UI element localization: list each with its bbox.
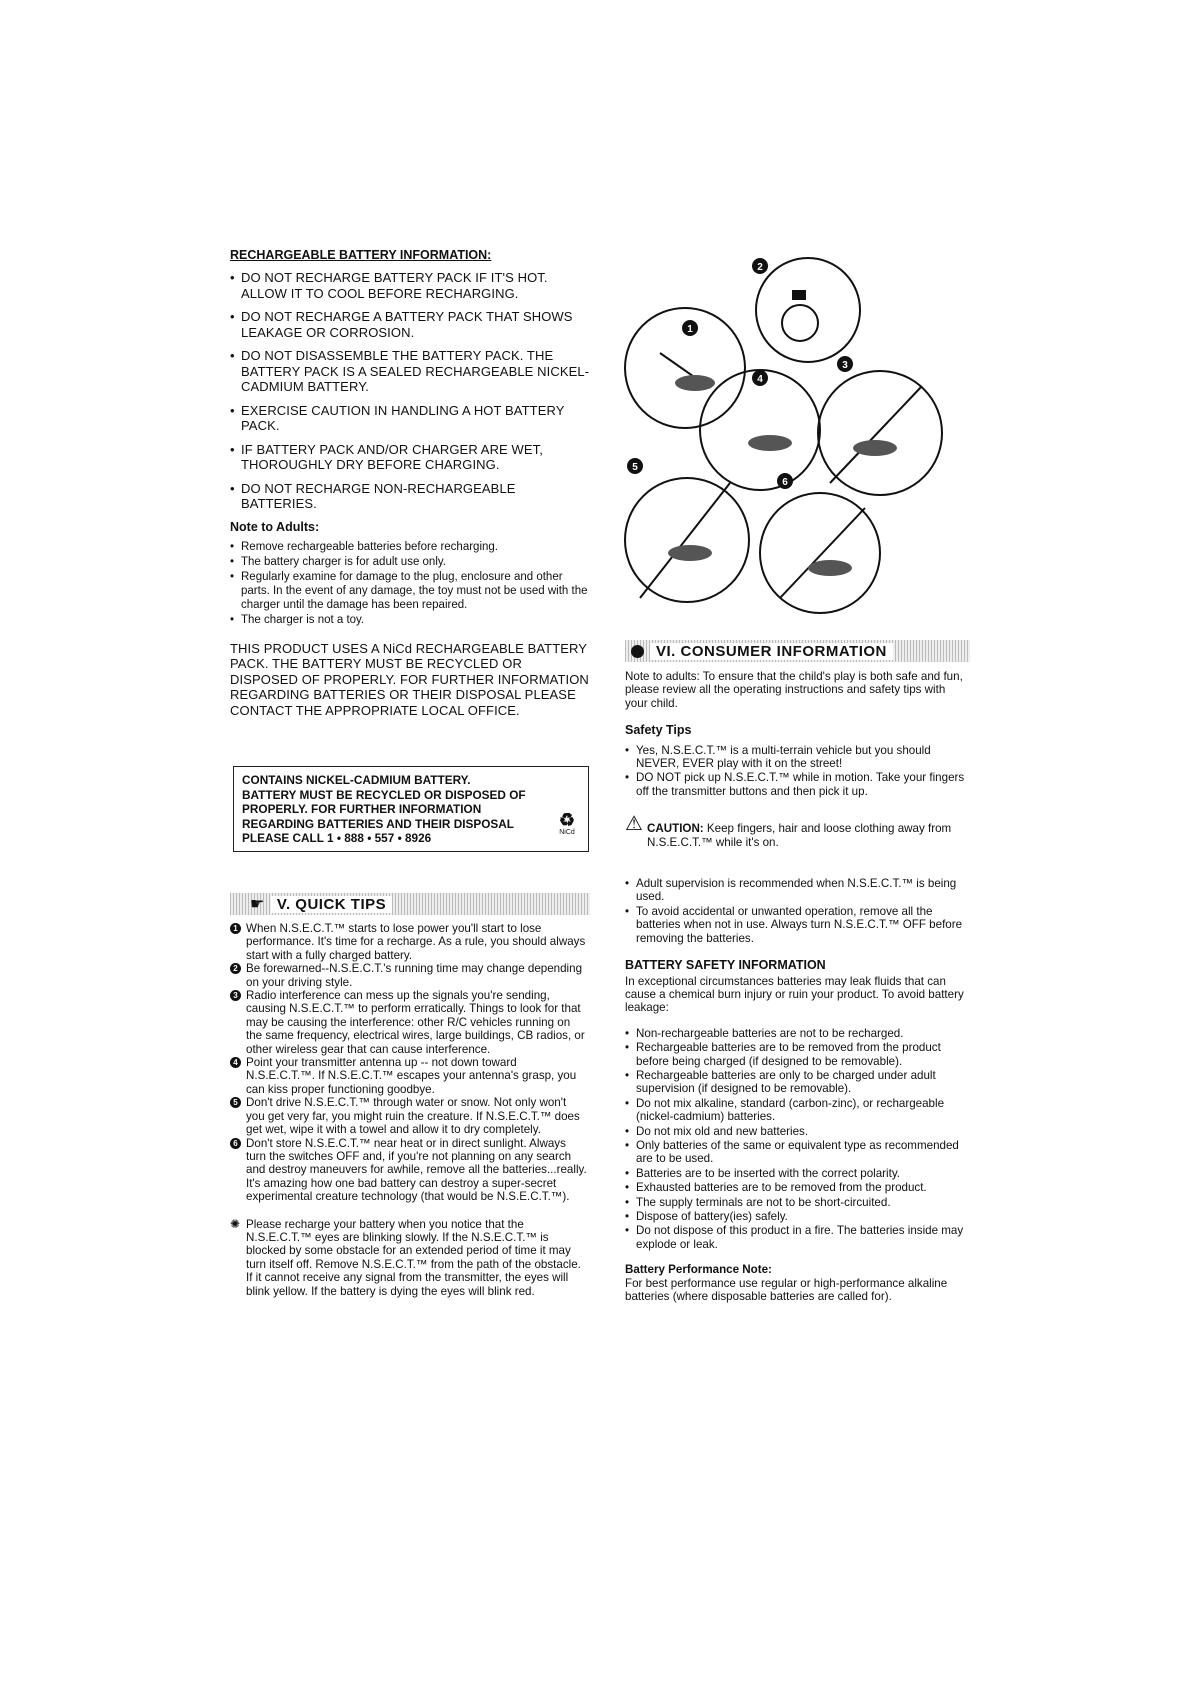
list-item: • Do not mix old and new batteries.	[625, 1125, 965, 1138]
list-item: • Batteries are to be inserted with the correct polarity.	[625, 1167, 965, 1180]
hand-pointer-icon: ☛	[250, 896, 265, 913]
list-item	[230, 1137, 588, 1204]
list-item: • DO NOT RECHARGE NON-RECHARGEABLE BATTERIES.	[230, 481, 590, 512]
caution-label: CAUTION:	[647, 822, 704, 836]
caution-text: Keep fingers, hair and loose clothing away from N.S.E.C.T.™ while it's on.	[647, 822, 952, 849]
marker-5: 5	[632, 462, 638, 473]
illustration-circle-2	[756, 258, 860, 362]
list-item	[230, 1056, 588, 1096]
consumer-intro: Note to adults: To ensure that the child's play is both safe and fun, please review all the operating instructions and safety tips with your child.	[625, 670, 963, 710]
warning-triangle-icon: ⚠	[625, 813, 643, 836]
marker-1: 1	[687, 324, 693, 335]
list-item: • Yes, N.S.E.C.T.™ is a multi-terrain vehicle but you should NEVER, EVER play with it on the street!	[625, 744, 965, 771]
notice-line: PLEASE CALL 1 • 888 • 557 • 8926	[242, 831, 432, 845]
recycle-label: NiCd	[559, 829, 575, 836]
consumer-info-section	[625, 670, 965, 1303]
battery-safety-title: BATTERY SAFETY INFORMATION	[625, 958, 826, 973]
performance-title: Battery Performance Note:	[625, 1263, 772, 1277]
list-item: • DO NOT RECHARGE BATTERY PACK IF IT'S HOT. ALLOW IT TO COOL BEFORE RECHARGING.	[230, 270, 590, 301]
nicd-paragraph: THIS PRODUCT USES A NiCd RECHARGEABLE BATTERY PACK. THE BATTERY MUST BE RECYCLED OR DISPOSED OF PROPERLY. FOR FURTHER INFORMATION REGARDING BATTERIES OR THEIR DISPOSAL PLEASE CONTACT THE APPROPRIATE LOCAL OFFICE.	[230, 640, 589, 718]
safety-tips-list	[625, 744, 965, 799]
safety-tips-title: Safety Tips	[625, 723, 692, 738]
list-item: • Rechargeable batteries are to be removed from the product before being charged (if designed to be removable).	[625, 1041, 965, 1068]
list-item	[230, 922, 588, 962]
recharge-note	[230, 1218, 588, 1298]
quick-tips-banner	[230, 893, 590, 915]
list-item: • Do not dispose of this product in a fire. The batteries inside may explode or leak.	[625, 1224, 965, 1251]
illustration-circle-4	[700, 370, 820, 490]
number-marker: 3	[230, 990, 241, 1001]
list-item: • Regularly examine for damage to the plug, enclosure and other parts. In the event of any damage, the toy must not be used with the charger until the damage has been repaired.	[230, 570, 590, 612]
list-item: • The supply terminals are not to be short-circuited.	[625, 1196, 965, 1209]
consumer-info-title: VI. CONSUMER INFORMATION	[650, 643, 893, 660]
adults-note-list	[230, 540, 590, 627]
caution-block	[625, 813, 965, 849]
consumer-info-banner	[625, 640, 970, 662]
quick-tips-section	[230, 922, 588, 1298]
tip-text: Radio interference can mess up the signals you're sending, causing N.S.E.C.T.™ to perform erratically. Things to look for that may be causing the interference: other R/C vehicles running on the same frequency, electrical wires, large buildings, CB radios, or other wireless gear that can cause interference.	[246, 989, 585, 1056]
quick-tips-title: V. QUICK TIPS	[271, 896, 392, 913]
list-item: • Rechargeable batteries are only to be charged under adult supervision (if designed to be removable).	[625, 1069, 965, 1096]
list-item: • Only batteries of the same or equivalent type as recommended are to be used.	[625, 1139, 965, 1166]
marker-6: 6	[782, 477, 788, 488]
list-item: • To avoid accidental or unwanted operation, remove all the batteries when not in use. Always turn N.S.E.C.T.™ OFF before removing the batteries.	[625, 905, 965, 945]
number-marker: 2	[230, 963, 241, 974]
recharge-note-text: Please recharge your battery when you notice that the N.S.E.C.T.™ eyes are blinking slowly. If the N.S.E.C.T.™ is blocked by some obstacle for an extended period of time it may turn itself off. Remove N.S.E.C.T.™ from the path of the obstacle. If it cannot receive any signal from the transmitter, the eyes will blink yellow. If the battery is dying the eyes will blink red.	[246, 1217, 581, 1298]
performance-text: For best performance use regular or high-performance alkaline batteries (where disposable batteries are called for).	[625, 1276, 948, 1304]
adults-note-title: Note to Adults:	[230, 519, 320, 534]
list-item: • DO NOT pick up N.S.E.C.T.™ while in motion. Take your fingers off the transmitter buttons and then pick it up.	[625, 771, 965, 798]
tip-text: Don't store N.S.E.C.T.™ near heat or in direct sunlight. Always turn the switches OFF and, if you're not planning on any search and destroy maneuvers for awhile, remove all the batteries...really. It's amazing how one bad battery can destroy a super-secret experimental creature technology (that would be N.S.E.C.T.™).	[246, 1136, 587, 1204]
marker-4: 4	[757, 374, 763, 385]
number-marker	[631, 645, 644, 658]
notice-line: CONTAINS NICKEL-CADMIUM BATTERY.	[242, 773, 471, 787]
battery-info-section	[230, 248, 590, 718]
list-item	[230, 1096, 588, 1136]
list-item	[230, 962, 588, 989]
tip-text: Point your transmitter antenna up -- not down toward N.S.E.C.T.™. If N.S.E.C.T.™ escapes your antenna's grasp, you can kiss proper functioning goodbye.	[246, 1056, 577, 1096]
number-marker: 5	[230, 1097, 241, 1108]
battery-info-title: RECHARGEABLE BATTERY INFORMATION:	[230, 248, 492, 262]
nicd-notice-box	[233, 766, 589, 852]
list-item: • Remove rechargeable batteries before recharging.	[230, 540, 590, 554]
list-item: • Dispose of battery(ies) safely.	[625, 1210, 965, 1223]
list-item: • Adult supervision is recommended when N.S.E.C.T.™ is being used.	[625, 877, 965, 904]
tip-text: When N.S.E.C.T.™ starts to lose power you'll start to lose performance. It's time for a recharge. As a rule, you should always start with a fully charged battery.	[246, 922, 586, 962]
battery-safety-intro: In exceptional circumstances batteries may leak fluids that can cause a chemical burn injury or ruin your product. To avoid battery leakage:	[625, 974, 964, 1015]
sun-burst-icon: ✺	[230, 1216, 241, 1231]
notice-line: PROPERLY. FOR FURTHER INFORMATION	[242, 802, 482, 816]
list-item: • EXERCISE CAUTION IN HANDLING A HOT BATTERY PACK.	[230, 403, 590, 434]
battery-info-list	[230, 270, 590, 512]
list-item: • IF BATTERY PACK AND/OR CHARGER ARE WET, THOROUGHLY DRY BEFORE CHARGING.	[230, 442, 590, 473]
number-marker: 1	[230, 923, 241, 934]
list-item: • Exhausted batteries are to be removed from the product.	[625, 1181, 965, 1194]
quick-tips-list	[230, 922, 588, 1204]
list-item: • The charger is not a toy.	[230, 613, 590, 627]
recycle-icon: ♻ NiCd	[556, 811, 578, 837]
list-item: • The battery charger is for adult use only.	[230, 555, 590, 569]
marker-3: 3	[842, 360, 848, 371]
tip-text: Be forewarned--N.S.E.C.T.'s running time may change depending on your driving style.	[246, 962, 583, 989]
tip-text: Don't drive N.S.E.C.T.™ through water or snow. Not only won't you get very far, you might ruin the creature. If N.S.E.C.T.™ does get wet, wipe it with a towel and allow it to dry completely.	[246, 1096, 580, 1137]
illustration-circle-5	[625, 478, 749, 602]
notice-line: BATTERY MUST BE RECYCLED OR DISPOSED OF	[242, 787, 526, 802]
list-item	[230, 989, 588, 1056]
usage-illustration	[630, 262, 960, 628]
list-item: • Do not mix alkaline, standard (carbon-zinc), or rechargeable (nickel-cadmium) batteries.	[625, 1097, 965, 1124]
number-marker: 6	[230, 1138, 241, 1149]
battery-safety-list	[625, 1027, 965, 1252]
number-marker: 4	[230, 1057, 241, 1068]
notice-line: REGARDING BATTERIES AND THEIR DISPOSAL	[242, 816, 514, 831]
list-item: • DO NOT RECHARGE A BATTERY PACK THAT SHOWS LEAKAGE OR CORROSION.	[230, 309, 590, 340]
supervision-list	[625, 877, 965, 945]
marker-2: 2	[757, 262, 763, 273]
list-item: • Non-rechargeable batteries are not to be recharged.	[625, 1027, 965, 1040]
list-item: • DO NOT DISASSEMBLE THE BATTERY PACK. THE BATTERY PACK IS A SEALED RECHARGEABLE NICKEL-CADMIUM BATTERY.	[230, 348, 590, 395]
